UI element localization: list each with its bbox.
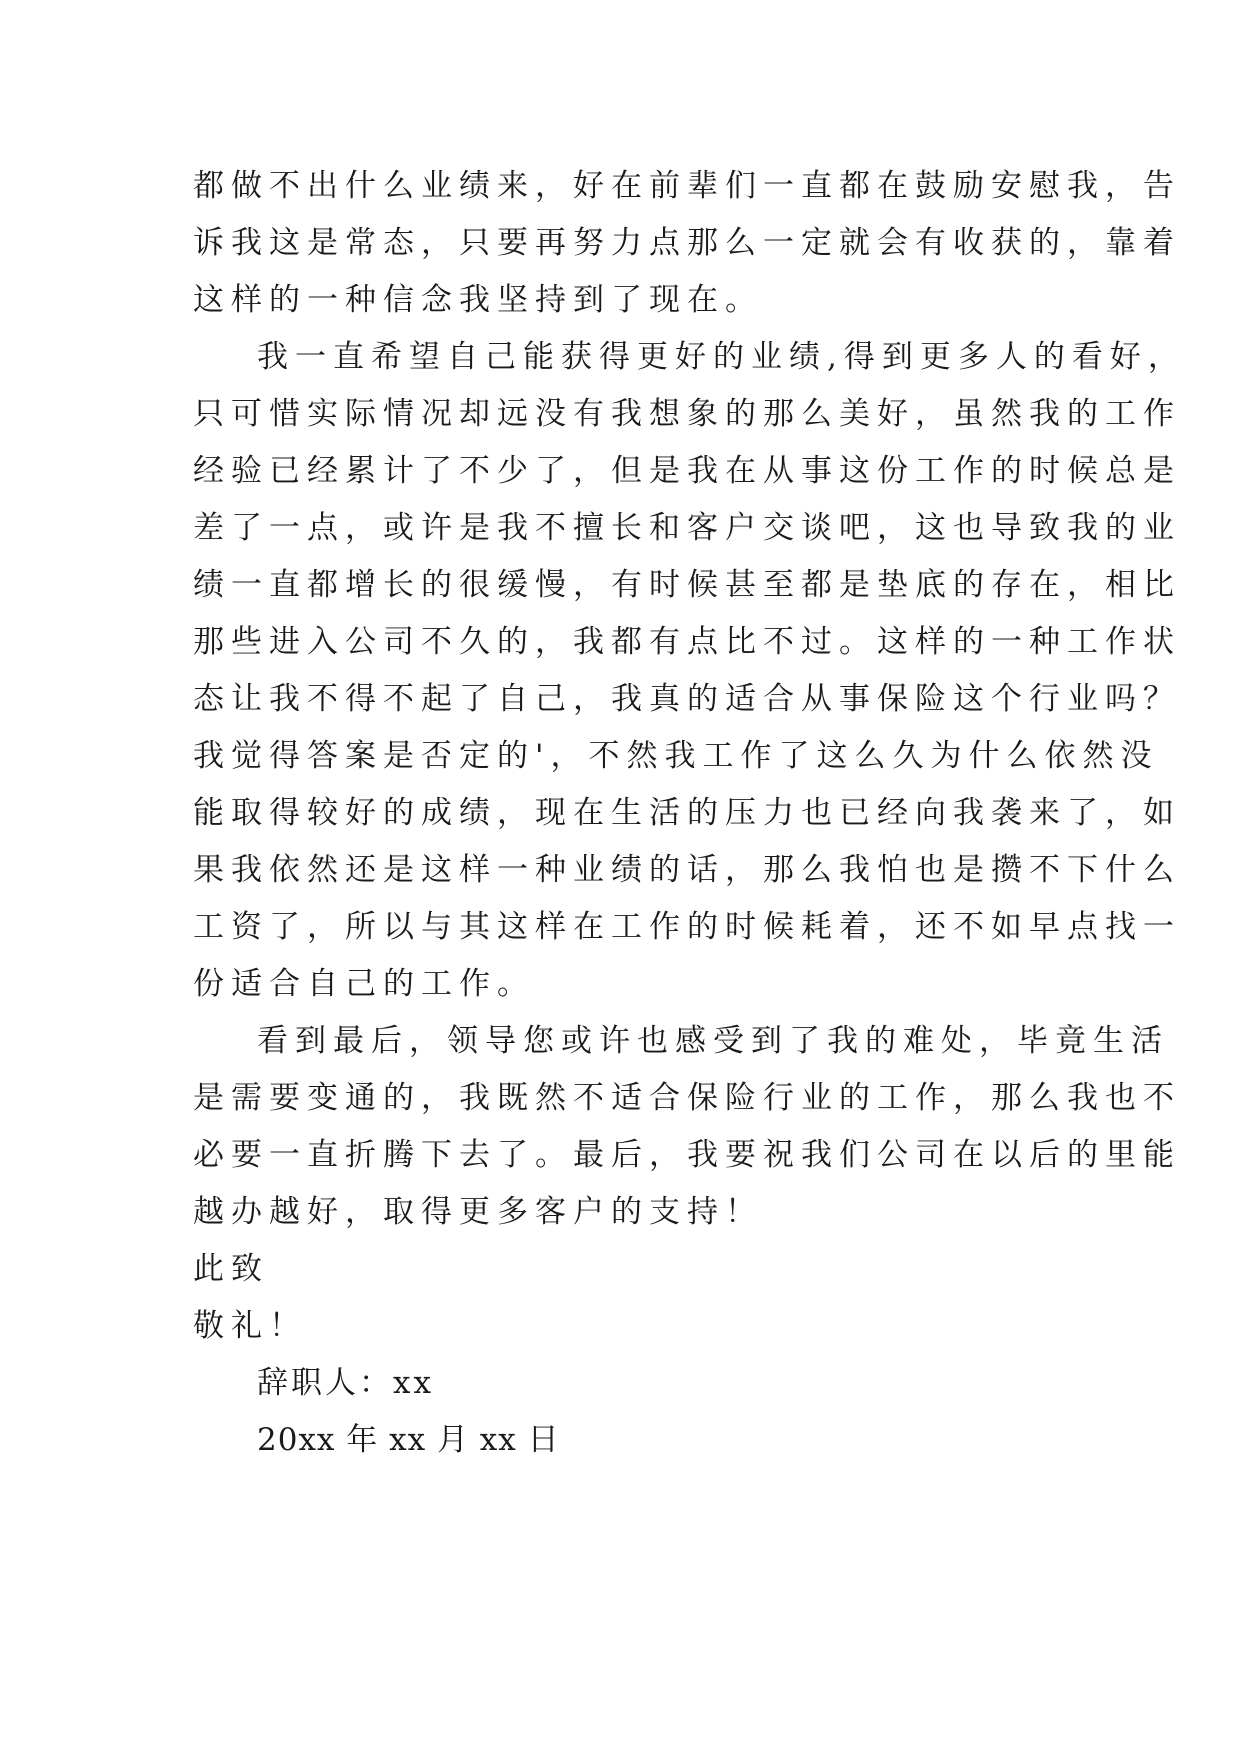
paragraph-line: 工资了，所以与其这样在工作的时候耗着，还不如早点找一 bbox=[193, 909, 1181, 945]
paragraph-line: 看到最后，领导您或许也感受到了我的难处，毕竟生活 bbox=[257, 1023, 1169, 1059]
closing-regards: 敬礼！ bbox=[193, 1308, 307, 1344]
paragraph-line: 绩一直都增长的很缓慢，有时候甚至都是垫底的存在，相比 bbox=[193, 567, 1181, 603]
closing-salutation: 此致 bbox=[193, 1251, 269, 1287]
paragraph-line: 态让我不得不起了自己，我真的适合从事保险这个行业吗？ bbox=[193, 681, 1181, 717]
paragraph-line: 我觉得答案是否定的'，不然我工作了这么久为什么依然没 bbox=[193, 738, 1159, 774]
paragraph-line: 越办越好，取得更多客户的支持！ bbox=[193, 1194, 763, 1230]
paragraph-line: 能取得较好的成绩，现在生活的压力也已经向我袭来了，如 bbox=[193, 795, 1181, 831]
date-line: 20xx 年 xx 月 xx 日 bbox=[257, 1422, 560, 1458]
paragraph-line: 经验已经累计了不少了，但是我在从事这份工作的时候总是 bbox=[193, 453, 1181, 489]
paragraph-line: 这样的一种信念我坚持到了现在。 bbox=[193, 282, 763, 318]
paragraph-line: 必要一直折腾下去了。最后，我要祝我们公司在以后的里能 bbox=[193, 1137, 1181, 1173]
paragraph-line: 果我依然还是这样一种业绩的话，那么我怕也是攒不下什么 bbox=[193, 852, 1181, 888]
paragraph-line: 是需要变通的，我既然不适合保险行业的工作，那么我也不 bbox=[193, 1080, 1181, 1116]
signer-line: 辞职人：xx bbox=[257, 1365, 434, 1401]
paragraph-line: 都做不出什么业绩来，好在前辈们一直都在鼓励安慰我，告 bbox=[193, 168, 1181, 204]
paragraph-line: 那些进入公司不久的，我都有点比不过。这样的一种工作状 bbox=[193, 624, 1181, 660]
paragraph-line: 差了一点，或许是我不擅长和客户交谈吧，这也导致我的业 bbox=[193, 510, 1181, 546]
paragraph-line: 诉我这是常态，只要再努力点那么一定就会有收获的，靠着 bbox=[193, 225, 1181, 261]
paragraph-line: 我一直希望自己能获得更好的业绩,得到更多人的看好， bbox=[257, 339, 1186, 375]
paragraph-line: 只可惜实际情况却远没有我想象的那么美好，虽然我的工作 bbox=[193, 396, 1181, 432]
paragraph-line: 份适合自己的工作。 bbox=[193, 966, 535, 1002]
